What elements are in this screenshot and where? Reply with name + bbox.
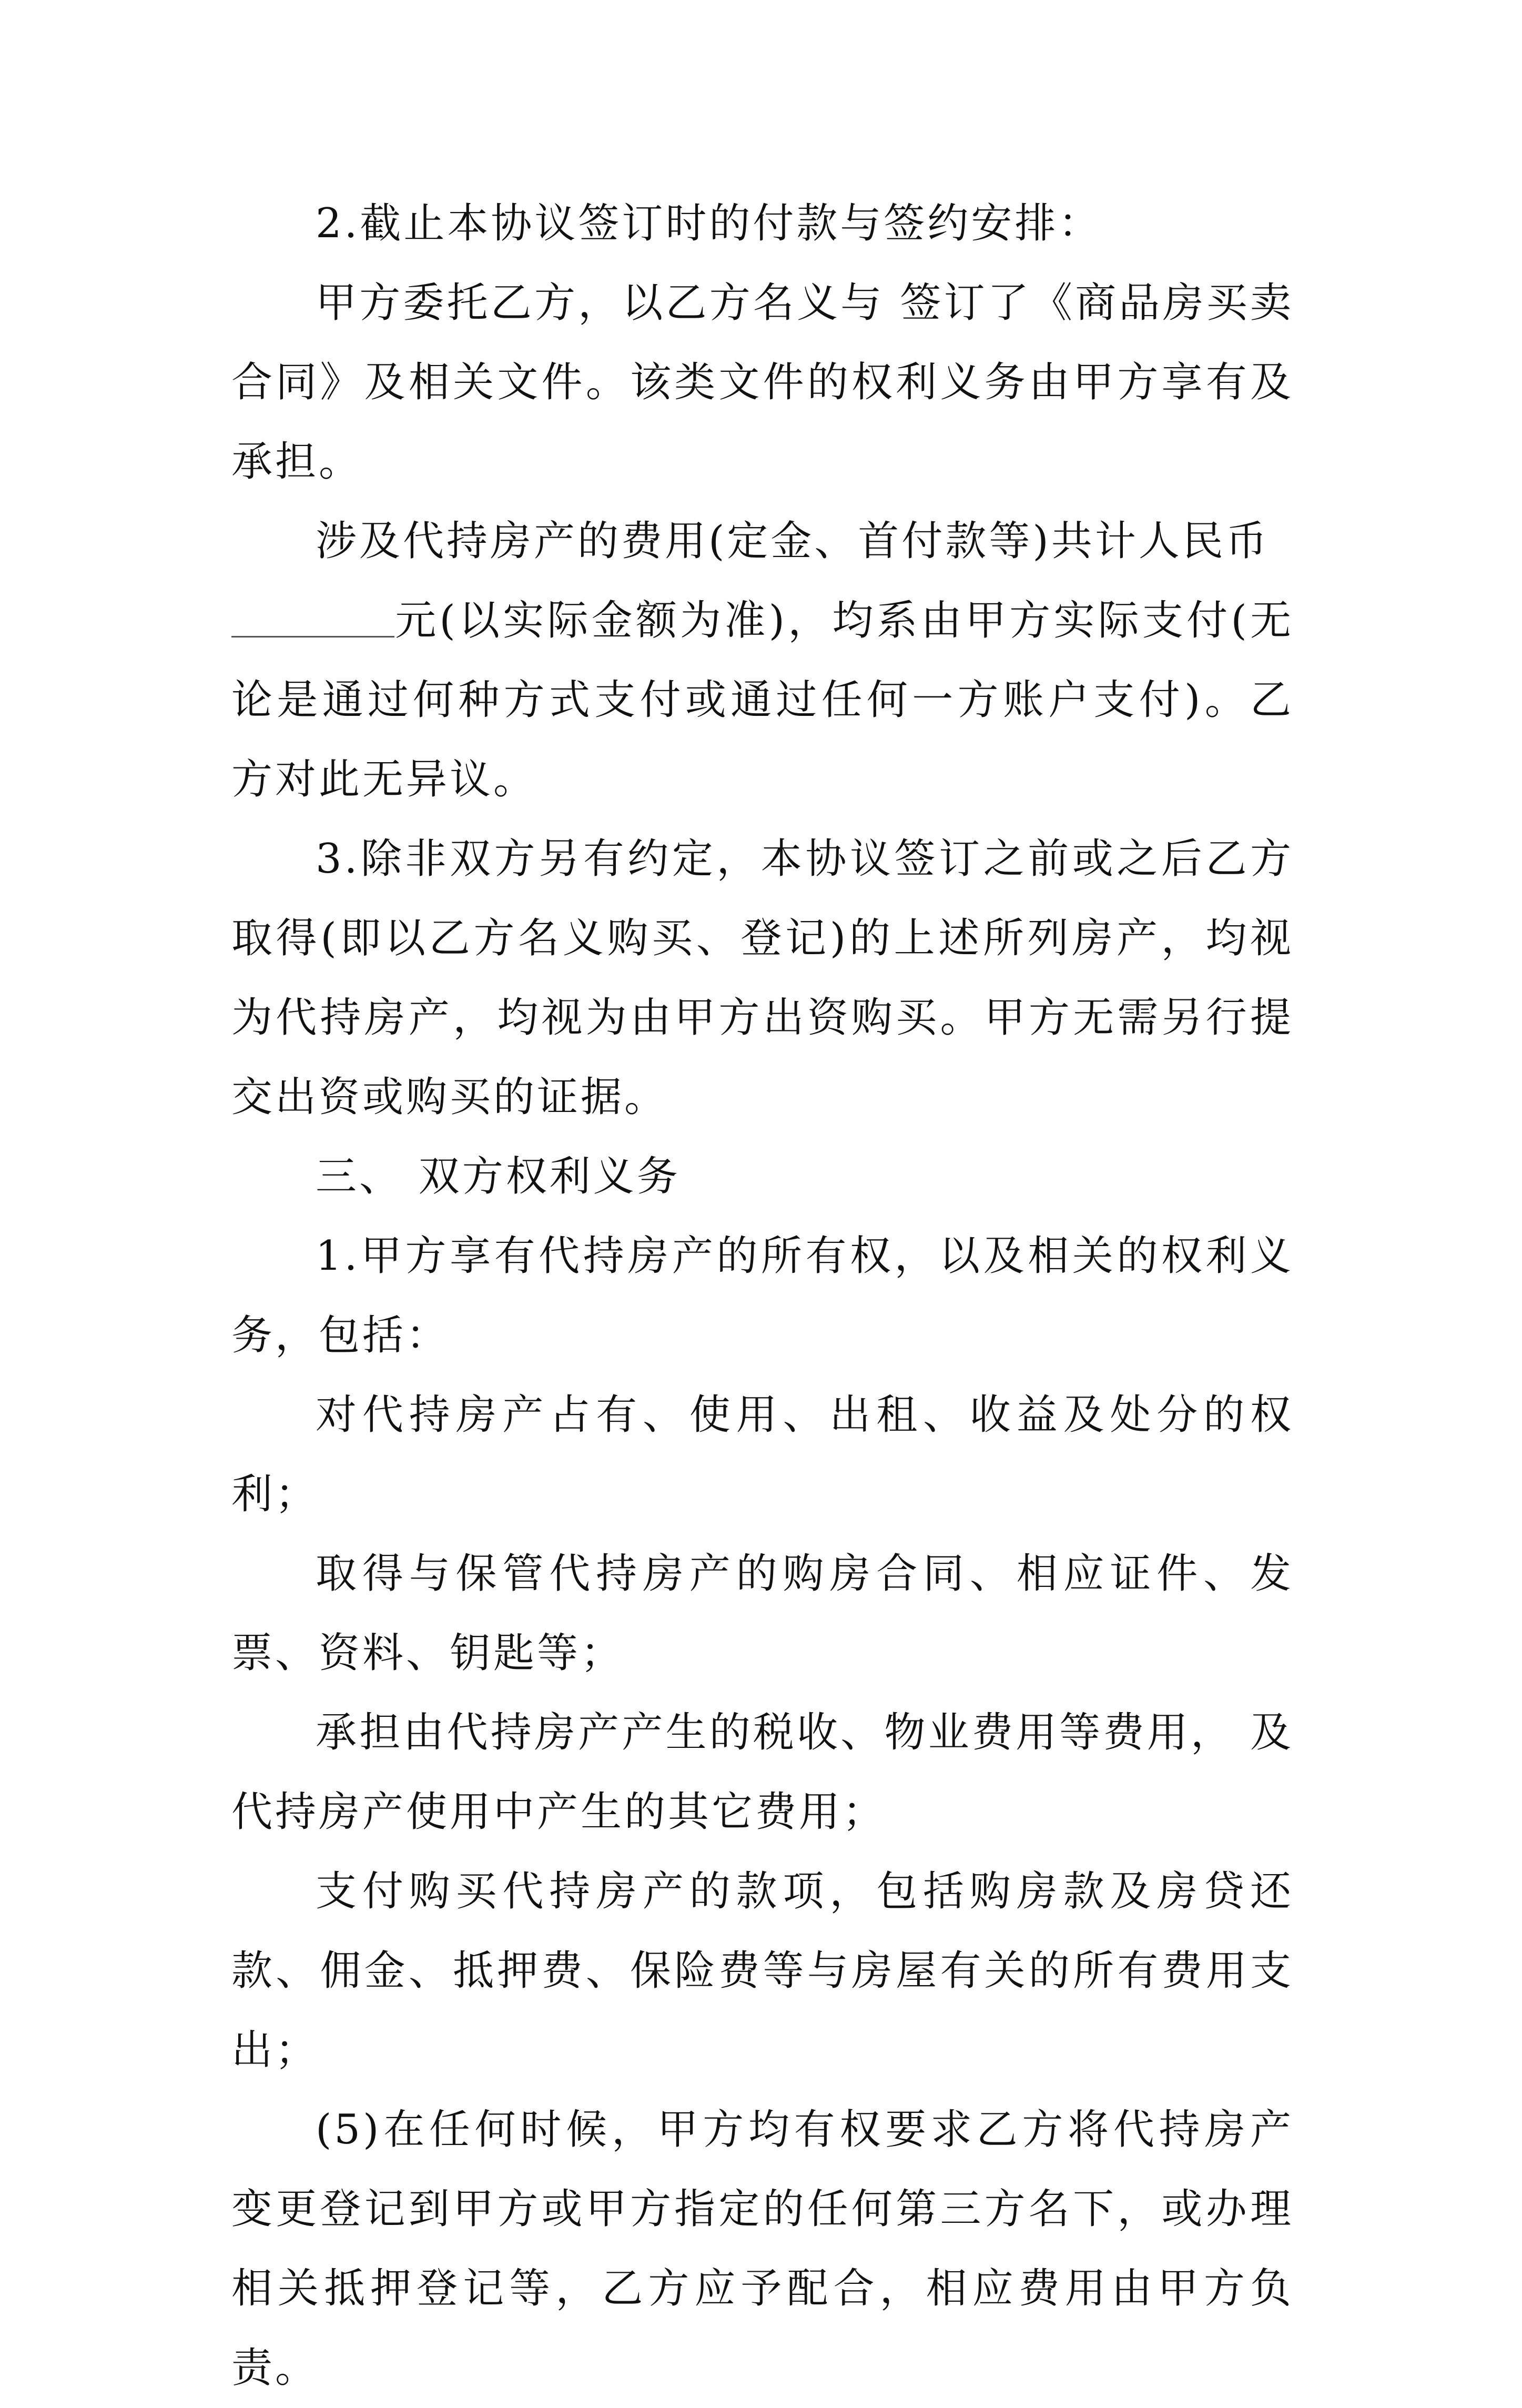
paragraph-payment-arrangement-heading: 2.截止本协议签订时的付款与签约安排：: [316, 200, 1102, 247]
amount-blank-line: [231, 594, 394, 638]
paragraph-document-custody: 取得与保管代持房产的购房合同、相应证件、发票、资料、钥匙等；: [231, 1550, 1294, 1677]
paragraph-transfer-registration: (5)在任何时候，甲方均有权要求乙方将代持房产变更登记到甲方或甲方指定的任何第三方名下，或办理相关抵押登记等，乙方应予配合，相应费用由甲方负责。: [231, 2106, 1294, 2392]
document-body: [231, 184, 1294, 2408]
paragraph-possession-rights: 对代持房产占有、使用、出租、收益及处分的权利；: [231, 1391, 1294, 1518]
paragraph-fees-paid: [231, 502, 1294, 819]
paragraph-ownership-rights: 1.甲方享有代持房产的所有权，以及相关的权利义务，包括：: [231, 1232, 1294, 1359]
paragraph-purchase-payments: 支付购买代持房产的款项，包括购房款及房贷还款、佣金、抵押费、保险费等与房屋有关的所有费用支出；: [231, 1868, 1294, 2074]
paragraph-deemed-property: 3.除非双方另有约定，本协议签订之前或之后乙方取得(即以乙方名义购买、登记)的上述所列房产，均视为代持房产，均视为由甲方出资购买。甲方无需另行提交出资或购买的证据。: [231, 835, 1294, 1121]
section-heading-rights-obligations: 三、 双方权利义务: [316, 1153, 681, 1200]
fees-text-after: 元(以实际金额为准)，均系由甲方实际支付(无论是通过何种方式支付或通过任何一方账户支付)。乙方对此无异议。: [231, 597, 1294, 803]
paragraph-tax-fees: 承担由代持房产产生的税收、物业费用等费用， 及代持房产使用中产生的其它费用；: [231, 1709, 1294, 1836]
paragraph-entrusted-contract: 甲方委托乙方，以乙方名义与 签订了《商品房买卖合同》及相关文件。该类文件的权利义务由甲方享有及承担。: [231, 279, 1294, 485]
fees-text-before: 涉及代持房产的费用(定金、首付款等)共计人民币: [316, 518, 1270, 565]
